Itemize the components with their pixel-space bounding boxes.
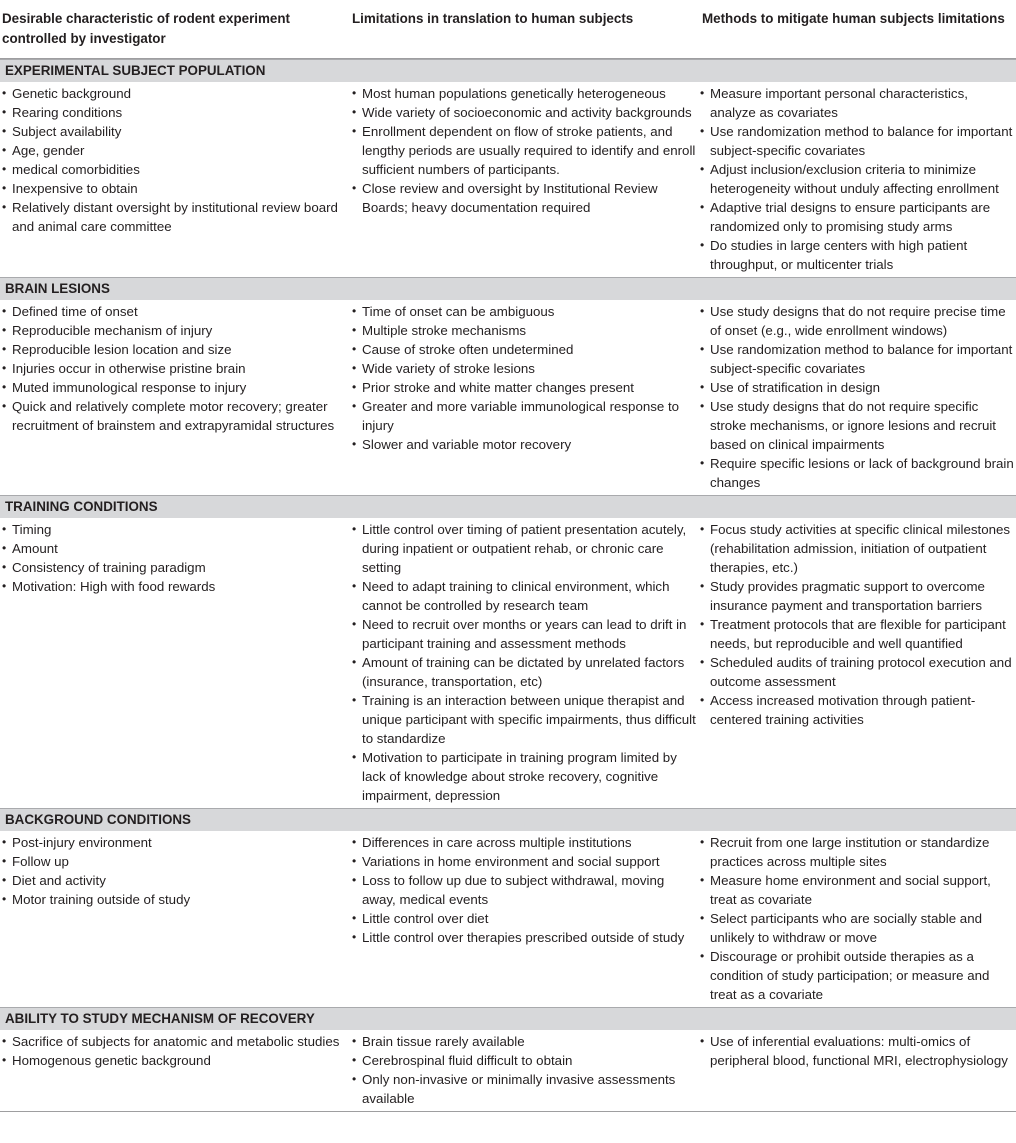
section-row	[0, 82, 1016, 277]
list-item: • Consistency of training paradigm	[2, 558, 346, 577]
section-column	[346, 1032, 696, 1108]
list-item: • Most human populations genetically heterogeneous	[352, 84, 696, 103]
list-item: • Genetic background	[2, 84, 346, 103]
list-item: • Loss to follow up due to subject withdrawal, moving away, medical events	[352, 871, 696, 909]
header-limitations: Limitations in translation to human subjects	[352, 11, 634, 26]
list-item: • Timing	[2, 520, 346, 539]
list-item: • Slower and variable motor recovery	[352, 435, 696, 454]
list-item: • Use of inferential evaluations: multi-omics of peripheral blood, functional MRI, electrophysiology	[700, 1032, 1014, 1070]
list-item: • Wide variety of socioeconomic and activity backgrounds	[352, 103, 696, 122]
list-item: • Wide variety of stroke lesions	[352, 359, 696, 378]
list-item: • Do studies in large centers with high patient throughput, or multicenter trials	[700, 236, 1014, 274]
list-item: • Little control over therapies prescribed outside of study	[352, 928, 696, 947]
list-item: • Time of onset can be ambiguous	[352, 302, 696, 321]
list-item: • Motivation to participate in training program limited by lack of knowledge about stroke recovery, cognitive impairment, depression	[352, 748, 696, 805]
list-item: • Require specific lesions or lack of background brain changes	[700, 454, 1014, 492]
list-item: • Study provides pragmatic support to overcome insurance payment and transportation barriers	[700, 577, 1014, 615]
list-item: • Post-injury environment	[2, 833, 346, 852]
list-item: • Inexpensive to obtain	[2, 179, 346, 198]
section-column	[696, 1032, 1014, 1108]
list-item: • Only non-invasive or minimally invasive assessments available	[352, 1070, 696, 1108]
list-item: • Muted immunological response to injury	[2, 378, 346, 397]
section-column	[0, 520, 346, 805]
list-item: • Little control over diet	[352, 909, 696, 928]
list-item: • Use of stratification in design	[700, 378, 1014, 397]
table-bottom-rule	[0, 1111, 1016, 1112]
list-item: • Need to adapt training to clinical environment, which cannot be controlled by research team	[352, 577, 696, 615]
table-header	[0, 0, 1016, 58]
list-item: • Measure important personal characteristics, analyze as covariates	[700, 84, 1014, 122]
section-row	[0, 300, 1016, 495]
list-item: • Amount	[2, 539, 346, 558]
rodent-characteristics-list	[2, 833, 346, 909]
limitations-list	[346, 302, 696, 454]
section-column	[0, 302, 346, 492]
list-item: • Training is an interaction between unique therapist and unique participant with specific impairments, thus difficult to standardize	[352, 691, 696, 748]
section-column	[696, 833, 1014, 1004]
list-item: • Reproducible mechanism of injury	[2, 321, 346, 340]
list-item: • Prior stroke and white matter changes present	[352, 378, 696, 397]
list-item: • Relatively distant oversight by institutional review board and animal care committee	[2, 198, 346, 236]
section-title: ABILITY TO STUDY MECHANISM OF RECOVERY	[0, 1007, 1016, 1030]
section-column	[0, 84, 346, 274]
list-item: • Adaptive trial designs to ensure participants are randomized only to promising study arms	[700, 198, 1014, 236]
list-item: • Subject availability	[2, 122, 346, 141]
list-item: • Discourage or prohibit outside therapies as a condition of study participation; or measure and treat as a covariate	[700, 947, 1014, 1004]
list-item: • Use study designs that do not require precise time of onset (e.g., wide enrollment windows)	[700, 302, 1014, 340]
list-item: • Motivation: High with food rewards	[2, 577, 346, 596]
list-item: • Recruit from one large institution or standardize practices across multiple sites	[700, 833, 1014, 871]
section-row	[0, 1030, 1016, 1111]
list-item: • Adjust inclusion/exclusion criteria to minimize heterogeneity without unduly affecting enrollment	[700, 160, 1014, 198]
rodent-characteristics-list	[2, 520, 346, 596]
section-title: BRAIN LESIONS	[0, 277, 1016, 300]
list-item: • Use study designs that do not require specific stroke mechanisms, or ignore lesions and recruit based on clinical impairments	[700, 397, 1014, 454]
mitigation-methods-list	[696, 520, 1014, 729]
list-item: • Diet and activity	[2, 871, 346, 890]
mitigation-methods-list	[696, 833, 1014, 1004]
list-item: • Access increased motivation through patient-centered training activities	[700, 691, 1014, 729]
section-column	[346, 520, 696, 805]
list-item: • Rearing conditions	[2, 103, 346, 122]
limitations-list	[346, 833, 696, 947]
list-item: • medical comorbidities	[2, 160, 346, 179]
list-item: • Little control over timing of patient presentation acutely, during inpatient or outpatient rehab, or chronic care setting	[352, 520, 696, 577]
list-item: • Motor training outside of study	[2, 890, 346, 909]
table-section	[0, 59, 1016, 277]
list-item: • Need to recruit over months or years can lead to drift in participant training and assessment methods	[352, 615, 696, 653]
list-item: • Use randomization method to balance for important subject-specific covariates	[700, 122, 1014, 160]
rodent-characteristics-list	[2, 302, 346, 435]
list-item: • Close review and oversight by Institutional Review Boards; heavy documentation required	[352, 179, 696, 217]
section-column	[696, 520, 1014, 805]
section-column	[696, 84, 1014, 274]
list-item: • Cerebrospinal fluid difficult to obtain	[352, 1051, 696, 1070]
section-title: TRAINING CONDITIONS	[0, 495, 1016, 518]
section-column	[0, 1032, 346, 1108]
header-mitigation-methods: Methods to mitigate human subjects limitations	[702, 11, 1005, 26]
section-row	[0, 518, 1016, 808]
section-title: EXPERIMENTAL SUBJECT POPULATION	[0, 59, 1016, 82]
list-item: • Scheduled audits of training protocol execution and outcome assessment	[700, 653, 1014, 691]
table-body	[0, 59, 1016, 1111]
list-item: • Focus study activities at specific clinical milestones (rehabilitation admission, initiation of outpatient therapies, etc.)	[700, 520, 1014, 577]
list-item: • Reproducible lesion location and size	[2, 340, 346, 359]
list-item: • Select participants who are socially stable and unlikely to withdraw or move	[700, 909, 1014, 947]
list-item: • Greater and more variable immunological response to injury	[352, 397, 696, 435]
list-item: • Age, gender	[2, 141, 346, 160]
list-item: • Enrollment dependent on flow of stroke patients, and lengthy periods are usually required to identify and enroll sufficient numbers of participants.	[352, 122, 696, 179]
list-item: • Sacrifice of subjects for anatomic and metabolic studies	[2, 1032, 346, 1051]
limitations-list	[346, 520, 696, 805]
table-section	[0, 495, 1016, 808]
section-row	[0, 831, 1016, 1007]
mitigation-methods-list	[696, 1032, 1014, 1070]
list-item: • Cause of stroke often undetermined	[352, 340, 696, 359]
mitigation-methods-list	[696, 84, 1014, 274]
list-item: • Injuries occur in otherwise pristine brain	[2, 359, 346, 378]
list-item: • Quick and relatively complete motor recovery; greater recruitment of brainstem and extrapyramidal structures	[2, 397, 346, 435]
limitations-list	[346, 1032, 696, 1108]
section-column	[346, 302, 696, 492]
list-item: • Amount of training can be dictated by unrelated factors (insurance, transportation, etc)	[352, 653, 696, 691]
list-item: • Defined time of onset	[2, 302, 346, 321]
rodent-characteristics-list	[2, 84, 346, 236]
list-item: • Variations in home environment and social support	[352, 852, 696, 871]
mitigation-methods-list	[696, 302, 1014, 492]
section-column	[346, 84, 696, 274]
section-column	[696, 302, 1014, 492]
limitations-list	[346, 84, 696, 217]
list-item: • Treatment protocols that are flexible for participant needs, but reproducible and well quantified	[700, 615, 1014, 653]
header-rodent-characteristic: Desirable characteristic of rodent experiment controlled by investigator	[2, 11, 291, 46]
table-section	[0, 808, 1016, 1007]
table-section	[0, 1007, 1016, 1111]
table-section	[0, 277, 1016, 495]
section-title: BACKGROUND CONDITIONS	[0, 808, 1016, 831]
list-item: • Measure home environment and social support, treat as covariate	[700, 871, 1014, 909]
list-item: • Differences in care across multiple institutions	[352, 833, 696, 852]
list-item: • Brain tissue rarely available	[352, 1032, 696, 1051]
list-item: • Multiple stroke mechanisms	[352, 321, 696, 340]
rodent-characteristics-list	[2, 1032, 346, 1070]
section-column	[0, 833, 346, 1004]
list-item: • Follow up	[2, 852, 346, 871]
section-column	[346, 833, 696, 1004]
list-item: • Homogenous genetic background	[2, 1051, 346, 1070]
list-item: • Use randomization method to balance for important subject-specific covariates	[700, 340, 1014, 378]
